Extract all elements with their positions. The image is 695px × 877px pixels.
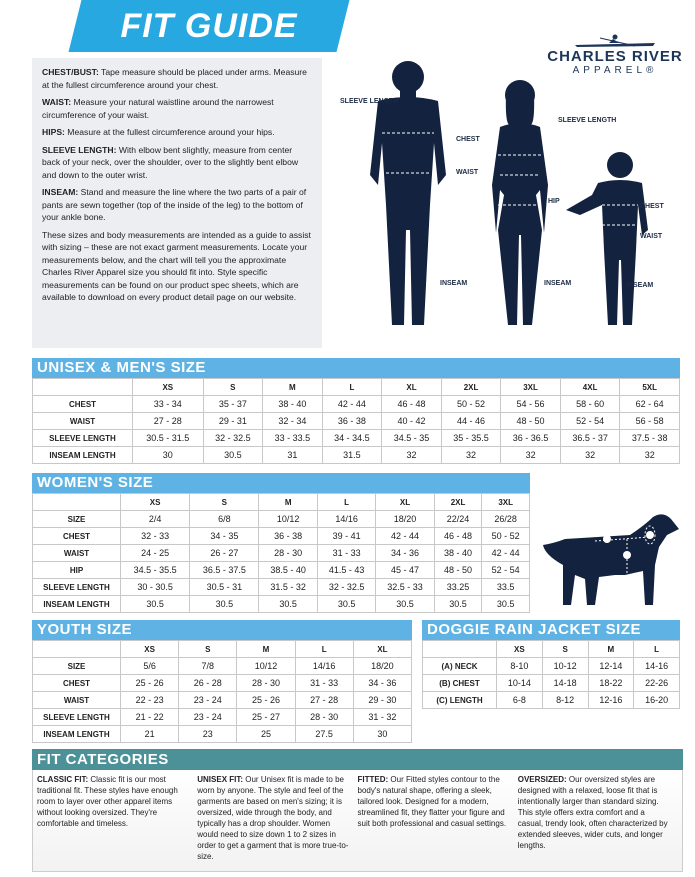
value-cell: 30.5 xyxy=(203,447,263,464)
value-cell: 32 xyxy=(382,447,442,464)
value-cell: 8-10 xyxy=(497,658,543,675)
value-cell: 25 - 26 xyxy=(121,675,179,692)
table-row xyxy=(33,545,530,562)
instruction-term: CHEST/BUST: xyxy=(42,67,99,77)
value-cell: 27.5 xyxy=(295,726,353,743)
row-label-cell: WAIST xyxy=(33,413,133,430)
value-cell: 10-14 xyxy=(497,675,543,692)
size-header-cell: S xyxy=(203,379,263,396)
value-cell: 26/28 xyxy=(482,511,530,528)
value-cell: 30.5 - 31 xyxy=(190,579,259,596)
label-man-inseam: INSEAM xyxy=(440,280,468,287)
youth-size-table xyxy=(32,640,412,743)
table-row xyxy=(33,726,412,743)
fit-categories xyxy=(32,770,683,872)
value-cell: 50 - 52 xyxy=(441,396,501,413)
value-cell: 33 - 34 xyxy=(133,396,204,413)
value-cell: 32 xyxy=(441,447,501,464)
value-cell: 18-22 xyxy=(588,675,634,692)
value-cell: 25 xyxy=(237,726,295,743)
value-cell: 18/20 xyxy=(376,511,434,528)
value-cell: 41.5 - 43 xyxy=(317,562,375,579)
size-header-cell: 5XL xyxy=(620,379,680,396)
value-cell: 31 - 33 xyxy=(295,675,353,692)
label-woman-hip: HIP xyxy=(548,198,560,205)
table-row xyxy=(33,396,680,413)
row-label-cell: CHEST xyxy=(33,396,133,413)
value-cell: 26 - 28 xyxy=(179,675,237,692)
instruction-paragraph xyxy=(42,96,312,121)
row-label-cell: SLEEVE LENGTH xyxy=(33,709,121,726)
table-row xyxy=(33,511,530,528)
label-youth-waist: WAIST xyxy=(640,233,663,240)
value-cell: 12-16 xyxy=(588,692,634,709)
value-cell: 45 - 47 xyxy=(376,562,434,579)
size-header-cell: XL xyxy=(376,494,434,511)
value-cell: 46 - 48 xyxy=(434,528,482,545)
table-row xyxy=(33,658,412,675)
value-cell: 56 - 58 xyxy=(620,413,680,430)
instruction-text: With elbow bent slightly, measure from center back of your neck, over the shoulder, over to the slightly bent elbow and down to the outer wrist. xyxy=(42,144,299,180)
value-cell: 31.5 - 32 xyxy=(259,579,317,596)
row-label-cell: SLEEVE LENGTH xyxy=(33,430,133,447)
row-label-cell: (A) NECK xyxy=(423,658,497,675)
value-cell: 42 - 44 xyxy=(482,545,530,562)
row-label-cell: HIP xyxy=(33,562,121,579)
value-cell: 36.5 - 37.5 xyxy=(190,562,259,579)
logo-line2: APPAREL® xyxy=(572,65,658,76)
value-cell: 35 - 35.5 xyxy=(441,430,501,447)
value-cell: 10/12 xyxy=(259,511,317,528)
value-cell: 34 - 35 xyxy=(190,528,259,545)
instruction-text: Measure your natural waistline around the narrowest circumference of your waist. xyxy=(42,97,274,120)
value-cell: 6-8 xyxy=(497,692,543,709)
value-cell: 46 - 48 xyxy=(382,396,442,413)
instruction-text: Stand and measure the line where the two parts of a pair of pants are sewn together (top of the inside of the leg) to the bottom of your ankle bone. xyxy=(42,187,307,222)
label-woman-inseam: INSEAM xyxy=(544,280,572,287)
fit-category-text: Our Fitted styles contour to the body's natural shape, offering a sleek, tailored look. Designed for a modern, streamlined fit, they flatter your figure and suit both professional and casual settings. xyxy=(357,775,507,828)
size-header-cell: M xyxy=(588,641,634,658)
size-header-cell: L xyxy=(322,379,382,396)
value-cell: 16-20 xyxy=(634,692,680,709)
instruction-paragraph xyxy=(42,144,312,182)
table-row xyxy=(33,596,530,613)
value-cell: 30.5 xyxy=(376,596,434,613)
value-cell: 30.5 - 31.5 xyxy=(133,430,204,447)
row-label-cell: SIZE xyxy=(33,658,121,675)
value-cell: 42 - 44 xyxy=(376,528,434,545)
logo-line1: CHARLES RIVER xyxy=(547,48,683,65)
unisex-section-title: UNISEX & MEN'S SIZE xyxy=(32,358,680,378)
table-row xyxy=(33,709,412,726)
value-cell: 10/12 xyxy=(237,658,295,675)
table-row xyxy=(33,562,530,579)
value-cell: 34 - 34.5 xyxy=(322,430,382,447)
table-row xyxy=(423,658,680,675)
fit-category-item xyxy=(37,774,197,867)
value-cell: 44 - 46 xyxy=(441,413,501,430)
value-cell: 32 - 33 xyxy=(121,528,190,545)
label-man-chest: CHEST xyxy=(456,136,480,143)
instruction-term: SLEEVE LENGTH: xyxy=(42,144,117,155)
fit-category-term: CLASSIC FIT: xyxy=(37,775,89,784)
fit-category-text: Our Unisex fit is made to be worn by anyone. The style and feel of the garments are based on men's sizing; it is oversized, wide through the body, and typically has a drop shoulder. Women would need to size down 1 to 2 sizes in order to get a garment that is more true-to-size. xyxy=(197,775,349,861)
value-cell: 29 - 30 xyxy=(353,692,411,709)
value-cell: 24 - 25 xyxy=(121,545,190,562)
table-header-row xyxy=(33,641,412,658)
row-label-cell: INSEAM LENGTH xyxy=(33,447,133,464)
instruction-term: INSEAM: xyxy=(42,187,79,197)
table-row xyxy=(33,447,680,464)
value-cell: 32 xyxy=(501,447,561,464)
value-cell: 31 - 32 xyxy=(353,709,411,726)
value-cell: 30.5 xyxy=(190,596,259,613)
table-row xyxy=(33,528,530,545)
instruction-term: HIPS: xyxy=(42,127,65,137)
value-cell: 26 - 27 xyxy=(190,545,259,562)
fit-category-text: Classic fit is our most traditional fit. These styles have enough room to layer over other apparel items without looking oversized. They're comfortable and timeless. xyxy=(37,775,178,828)
value-cell: 30.5 xyxy=(121,596,190,613)
fit-category-item xyxy=(197,774,357,867)
size-header-cell: L xyxy=(317,494,375,511)
instruction-paragraph xyxy=(42,229,312,304)
label-youth-inseam: INSEAM xyxy=(626,282,654,289)
doggie-section-title: DOGGIE RAIN JACKET SIZE xyxy=(422,620,680,640)
value-cell: 21 - 22 xyxy=(121,709,179,726)
dog-silhouette-icon xyxy=(535,505,685,615)
value-cell: 38 - 40 xyxy=(263,396,323,413)
size-header-cell: 3XL xyxy=(482,494,530,511)
value-cell: 32 xyxy=(560,447,620,464)
size-header-cell: XL xyxy=(382,379,442,396)
size-header-cell: S xyxy=(190,494,259,511)
instruction-text: These sizes and body measurements are intended as a guide to assist with sizing – these are not exact garment measurements. Locate your measurements below, and the chart will tell you the approximate Charles River Apparel size you should fit into. Style specific measurements can be found on our product spec sheets, which are available to download on every product detail page on our website. xyxy=(42,229,311,302)
row-label-cell: INSEAM LENGTH xyxy=(33,596,121,613)
value-cell: 18/20 xyxy=(353,658,411,675)
value-cell: 29 - 31 xyxy=(203,413,263,430)
table-header-row xyxy=(33,379,680,396)
value-cell: 28 - 30 xyxy=(295,709,353,726)
value-cell: 25 - 26 xyxy=(237,692,295,709)
value-cell: 21 xyxy=(121,726,179,743)
value-cell: 32 - 32.5 xyxy=(317,579,375,596)
table-header-row xyxy=(33,494,530,511)
value-cell: 34 - 36 xyxy=(353,675,411,692)
value-cell: 34.5 - 35 xyxy=(382,430,442,447)
size-header-cell: 3XL xyxy=(501,379,561,396)
fit-category-term: OVERSIZED: xyxy=(517,775,567,784)
value-cell: 32 xyxy=(620,447,680,464)
fit-category-term: UNISEX FIT: xyxy=(197,775,244,784)
value-cell: 48 - 50 xyxy=(434,562,482,579)
size-header-cell: L xyxy=(634,641,680,658)
value-cell: 5/6 xyxy=(121,658,179,675)
fit-category-term: FITTED: xyxy=(357,775,389,784)
value-cell: 23 - 24 xyxy=(179,692,237,709)
size-header-cell: S xyxy=(542,641,588,658)
value-cell: 36 - 36.5 xyxy=(501,430,561,447)
size-header-cell: M xyxy=(237,641,295,658)
table-row xyxy=(423,675,680,692)
value-cell: 30.5 xyxy=(482,596,530,613)
row-label-cell: (B) CHEST xyxy=(423,675,497,692)
size-header-cell: XS xyxy=(497,641,543,658)
unisex-size-table xyxy=(32,378,680,464)
value-cell: 32 - 34 xyxy=(263,413,323,430)
value-cell: 34.5 - 35.5 xyxy=(121,562,190,579)
label-man-waist: WAIST xyxy=(456,169,479,176)
value-cell: 14/16 xyxy=(295,658,353,675)
measurement-instructions xyxy=(32,58,322,348)
value-cell: 30 - 30.5 xyxy=(121,579,190,596)
table-row xyxy=(33,430,680,447)
row-label-cell: WAIST xyxy=(33,545,121,562)
header-corner-cell xyxy=(33,379,133,396)
value-cell: 6/8 xyxy=(190,511,259,528)
value-cell: 31.5 xyxy=(322,447,382,464)
instruction-paragraph xyxy=(42,126,312,139)
instruction-paragraph xyxy=(42,186,312,224)
value-cell: 14-16 xyxy=(634,658,680,675)
dog-illustration xyxy=(535,505,685,615)
value-cell: 31 xyxy=(263,447,323,464)
row-label-cell: SLEEVE LENGTH xyxy=(33,579,121,596)
value-cell: 22 - 23 xyxy=(121,692,179,709)
label-man-sleeve: SLEEVE LENGTH xyxy=(340,98,399,105)
instruction-term: WAIST: xyxy=(42,97,72,107)
size-header-cell: 2XL xyxy=(434,494,482,511)
doggie-size-table xyxy=(422,640,680,709)
youth-section-title: YOUTH SIZE xyxy=(32,620,412,640)
value-cell: 28 - 30 xyxy=(237,675,295,692)
body-silhouettes xyxy=(330,55,690,345)
row-label-cell: CHEST xyxy=(33,528,121,545)
value-cell: 32.5 - 33 xyxy=(376,579,434,596)
value-cell: 14/16 xyxy=(317,511,375,528)
value-cell: 30 xyxy=(133,447,204,464)
value-cell: 62 - 64 xyxy=(620,396,680,413)
value-cell: 30 xyxy=(353,726,411,743)
value-cell: 30.5 xyxy=(317,596,375,613)
value-cell: 52 - 54 xyxy=(560,413,620,430)
size-header-cell: L xyxy=(295,641,353,658)
instruction-text: Measure at the fullest circumference around your hips. xyxy=(64,127,275,137)
value-cell: 48 - 50 xyxy=(501,413,561,430)
value-cell: 22-26 xyxy=(634,675,680,692)
instruction-paragraph xyxy=(42,66,312,91)
value-cell: 50 - 52 xyxy=(482,528,530,545)
table-row xyxy=(33,413,680,430)
label-woman-sleeve: SLEEVE LENGTH xyxy=(558,117,617,124)
fit-categories-title: FIT CATEGORIES xyxy=(32,749,683,770)
women-size-table xyxy=(32,493,530,613)
page-title: FIT GUIDE xyxy=(120,7,298,45)
size-header-cell: XS xyxy=(133,379,204,396)
value-cell: 30.5 xyxy=(434,596,482,613)
header-corner-cell xyxy=(33,641,121,658)
table-row xyxy=(33,692,412,709)
value-cell: 39 - 41 xyxy=(317,528,375,545)
size-header-cell: 4XL xyxy=(560,379,620,396)
value-cell: 22/24 xyxy=(434,511,482,528)
table-row xyxy=(33,675,412,692)
value-cell: 33.25 xyxy=(434,579,482,596)
value-cell: 37.5 - 38 xyxy=(620,430,680,447)
value-cell: 25 - 27 xyxy=(237,709,295,726)
value-cell: 10-12 xyxy=(542,658,588,675)
value-cell: 54 - 56 xyxy=(501,396,561,413)
size-header-cell: S xyxy=(179,641,237,658)
women-section-title: WOMEN'S SIZE xyxy=(32,473,530,493)
value-cell: 36.5 - 37 xyxy=(560,430,620,447)
size-header-cell: M xyxy=(259,494,317,511)
fit-category-text: Our oversized styles are designed with a relaxed, loose fit that is intentionally larger than standard sizing. This style offers extra comfort and a casual, trendy look, often characterized by extended sleeves, wider cuts, and longer lengths. xyxy=(517,775,668,850)
value-cell: 12-14 xyxy=(588,658,634,675)
row-label-cell: SIZE xyxy=(33,511,121,528)
header-corner-cell xyxy=(423,641,497,658)
value-cell: 52 - 54 xyxy=(482,562,530,579)
fit-category-item xyxy=(358,774,518,867)
value-cell: 38.5 - 40 xyxy=(259,562,317,579)
value-cell: 32 - 32.5 xyxy=(203,430,263,447)
table-row xyxy=(423,692,680,709)
row-label-cell: INSEAM LENGTH xyxy=(33,726,121,743)
value-cell: 58 - 60 xyxy=(560,396,620,413)
value-cell: 14-18 xyxy=(542,675,588,692)
value-cell: 34 - 36 xyxy=(376,545,434,562)
value-cell: 42 - 44 xyxy=(322,396,382,413)
rower-icon xyxy=(575,34,655,48)
value-cell: 33.5 xyxy=(482,579,530,596)
value-cell: 38 - 40 xyxy=(434,545,482,562)
value-cell: 40 - 42 xyxy=(382,413,442,430)
size-header-cell: M xyxy=(263,379,323,396)
instruction-text: Tape measure should be placed under arms. Measure at the fullest circumference around your chest. xyxy=(42,67,307,90)
row-label-cell: CHEST xyxy=(33,675,121,692)
value-cell: 27 - 28 xyxy=(295,692,353,709)
value-cell: 36 - 38 xyxy=(259,528,317,545)
value-cell: 28 - 30 xyxy=(259,545,317,562)
row-label-cell: (C) LENGTH xyxy=(423,692,497,709)
row-label-cell: WAIST xyxy=(33,692,121,709)
value-cell: 7/8 xyxy=(179,658,237,675)
value-cell: 23 xyxy=(179,726,237,743)
header-corner-cell xyxy=(33,494,121,511)
label-youth-chest: CHEST xyxy=(640,203,664,210)
size-header-cell: XS xyxy=(121,641,179,658)
table-row xyxy=(33,579,530,596)
size-header-cell: XL xyxy=(353,641,411,658)
value-cell: 2/4 xyxy=(121,511,190,528)
value-cell: 31 - 33 xyxy=(317,545,375,562)
value-cell: 33 - 33.5 xyxy=(263,430,323,447)
value-cell: 27 - 28 xyxy=(133,413,204,430)
size-header-cell: XS xyxy=(121,494,190,511)
table-header-row xyxy=(423,641,680,658)
size-header-cell: 2XL xyxy=(441,379,501,396)
fit-category-item xyxy=(518,774,678,867)
value-cell: 23 - 24 xyxy=(179,709,237,726)
value-cell: 36 - 38 xyxy=(322,413,382,430)
value-cell: 8-12 xyxy=(542,692,588,709)
value-cell: 35 - 37 xyxy=(203,396,263,413)
value-cell: 30.5 xyxy=(259,596,317,613)
